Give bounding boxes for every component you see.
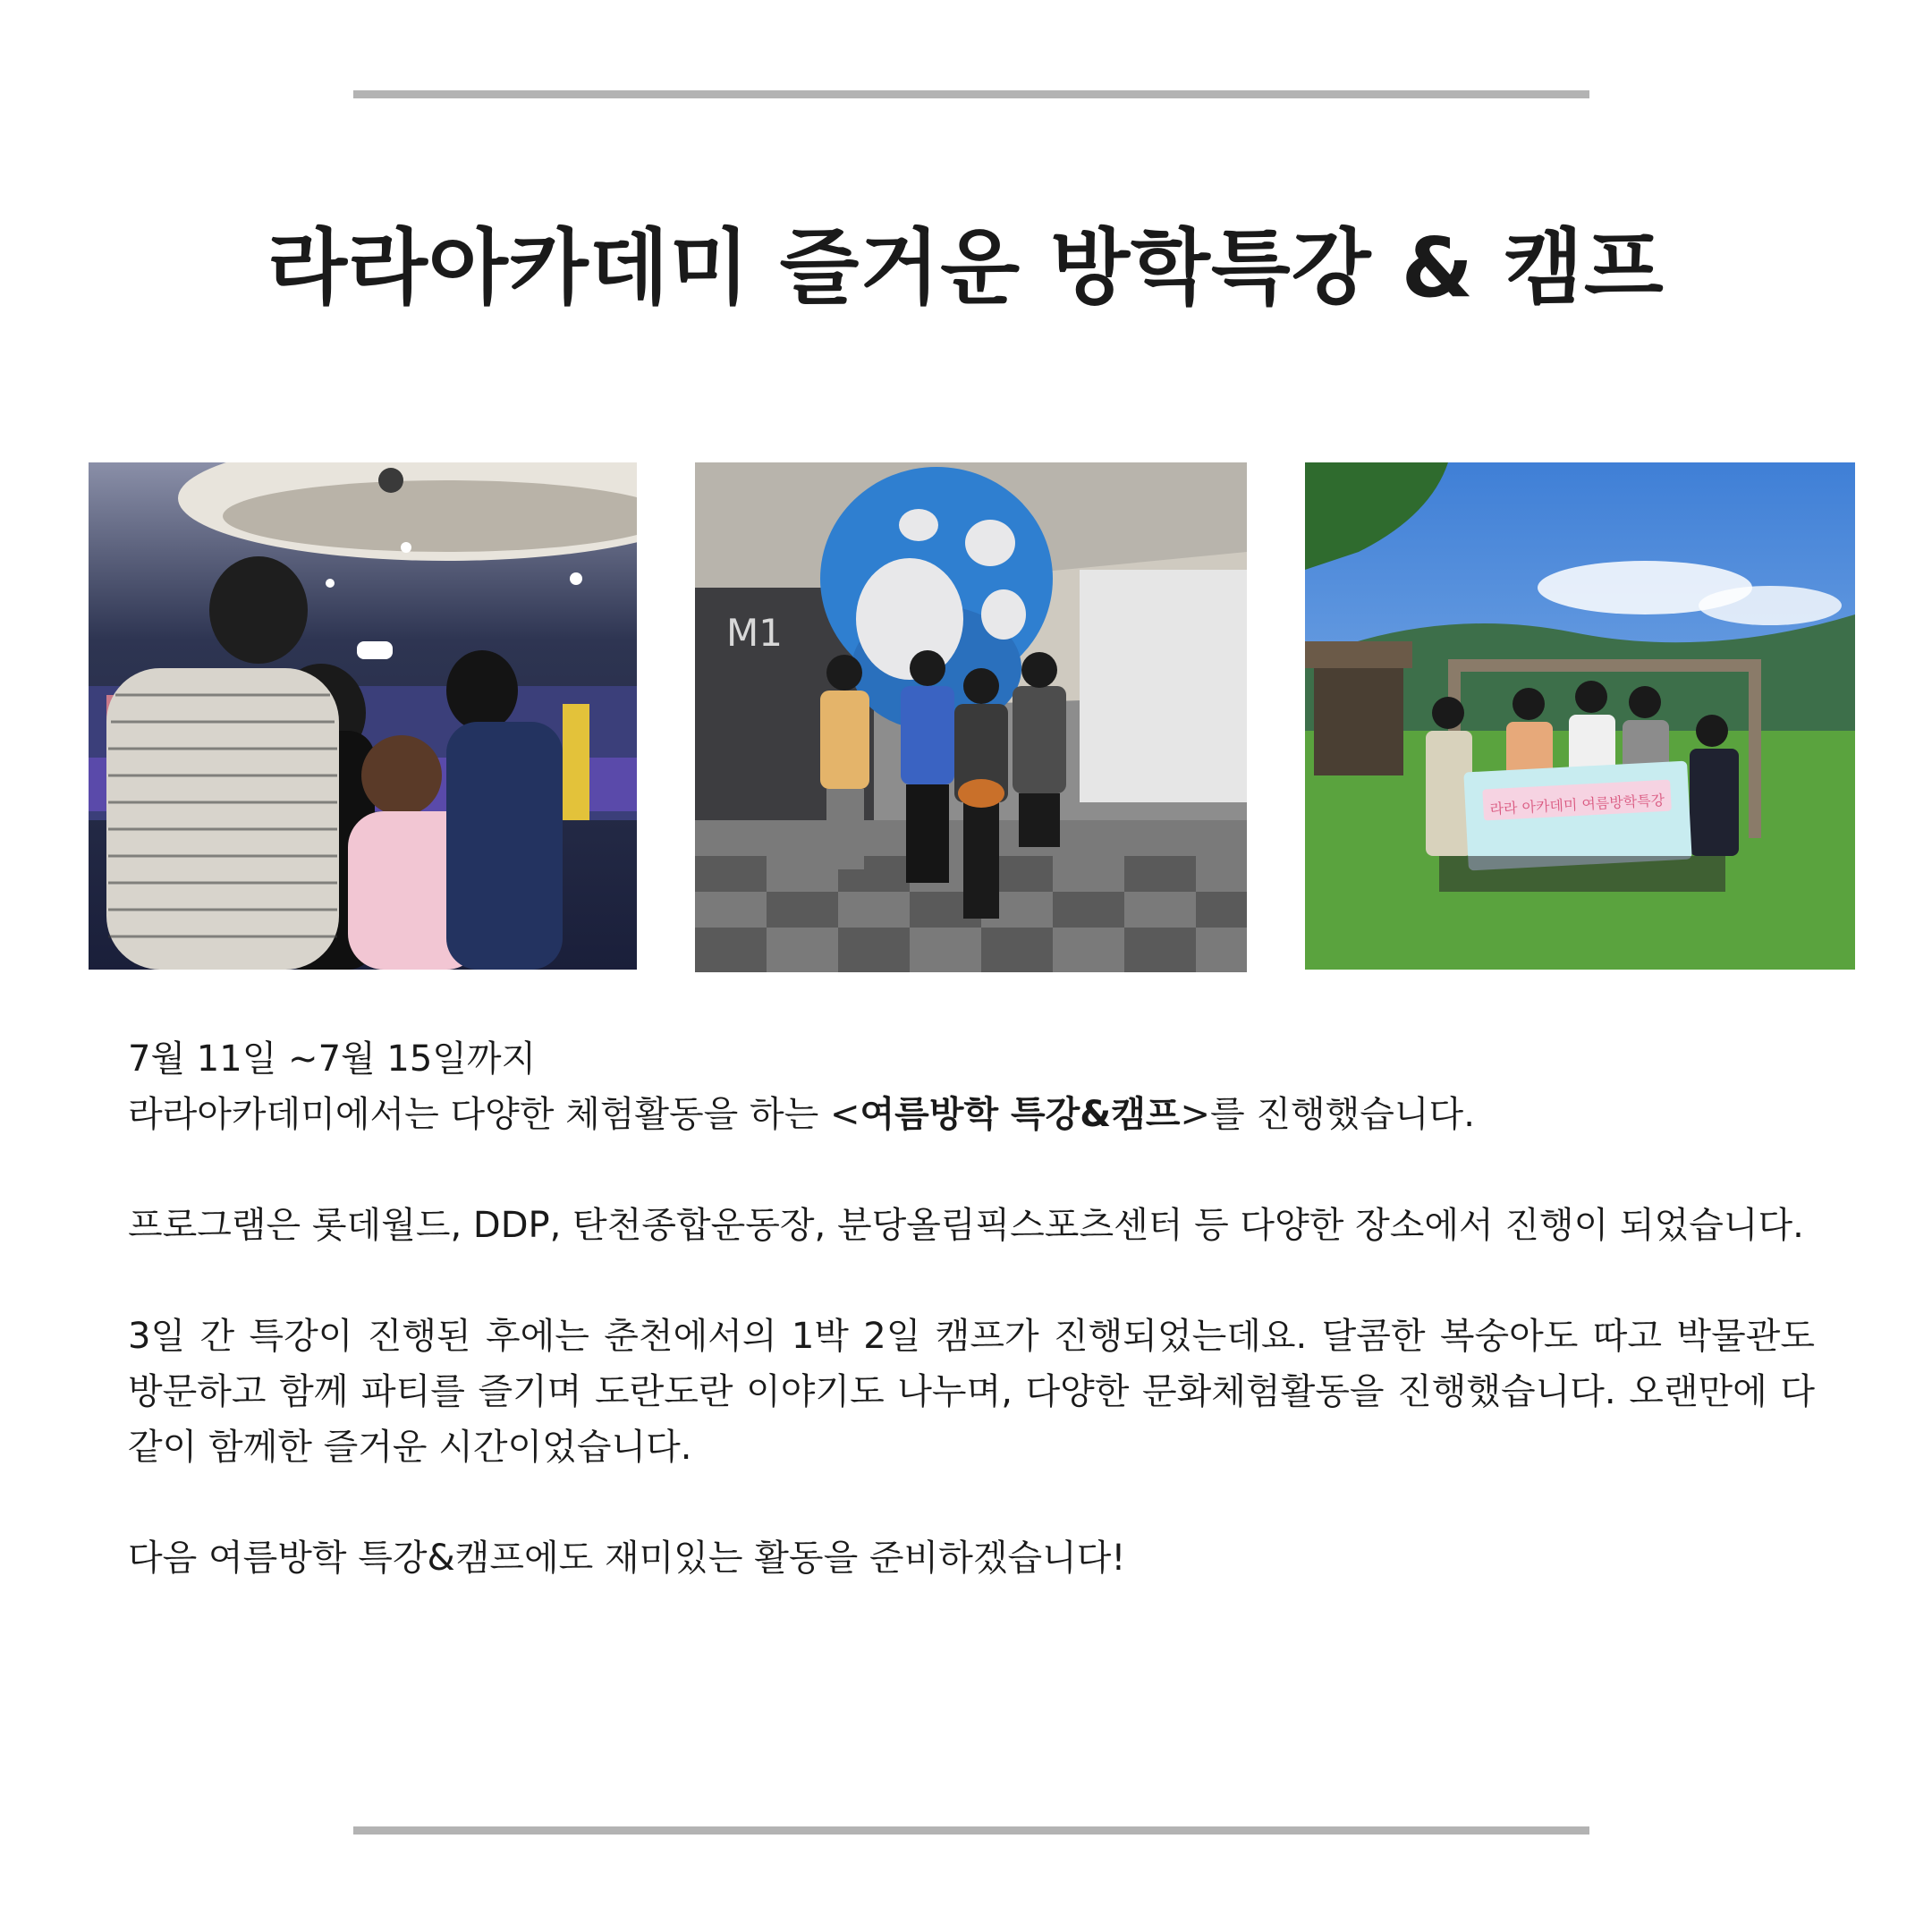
intro-bold: 여름방학 특강&캠프 — [860, 1094, 1181, 1135]
photo-ddp — [695, 462, 1247, 972]
paragraph-camp: 3일 간 특강이 진행된 후에는 춘천에서의 1박 2일 캠프가 진행되었는데요. 달콤한 복숭아도 따고 박물관도 방문하고 함께 파티를 즐기며 도란도란 이야기도 나누며, 다양한 문화체험활동을 진행했습니다. 오랜만에 다같이 함께한 즐거운 시간이었습니다. — [128, 1316, 1815, 1468]
paragraph-program: 프로그램은 롯데월드, DDP, 탄천종합운동장, 분당올림픽스포츠센터 등 다양한 장소에서 진행이 되었습니다. — [128, 1205, 1804, 1246]
paragraph-closing: 다음 여름방학 특강&캠프에도 재미있는 활동을 준비하겠습니다! — [128, 1538, 1126, 1579]
intro-pre: 라라아카데미에서는 다양한 체험활동을 하는 < — [128, 1094, 860, 1135]
page-title: 라라아카데미 즐거운 방학특강 & 캠프 — [267, 220, 1665, 316]
paragraph-dates: 7월 11일 ~7월 15일까지 — [128, 1038, 537, 1080]
article-body — [128, 1031, 1815, 1586]
top-divider — [353, 90, 1589, 98]
paragraph-intro — [128, 1087, 1815, 1142]
intro-post: >를 진행했습니다. — [1180, 1094, 1475, 1135]
bottom-divider — [353, 1826, 1589, 1835]
camp-banner-text: 라라 아카데미 여름방학특강 — [1489, 791, 1665, 818]
photo-camp — [1305, 462, 1855, 970]
m1-sign: M1 — [726, 611, 783, 655]
photo-lotte-world — [89, 462, 637, 970]
